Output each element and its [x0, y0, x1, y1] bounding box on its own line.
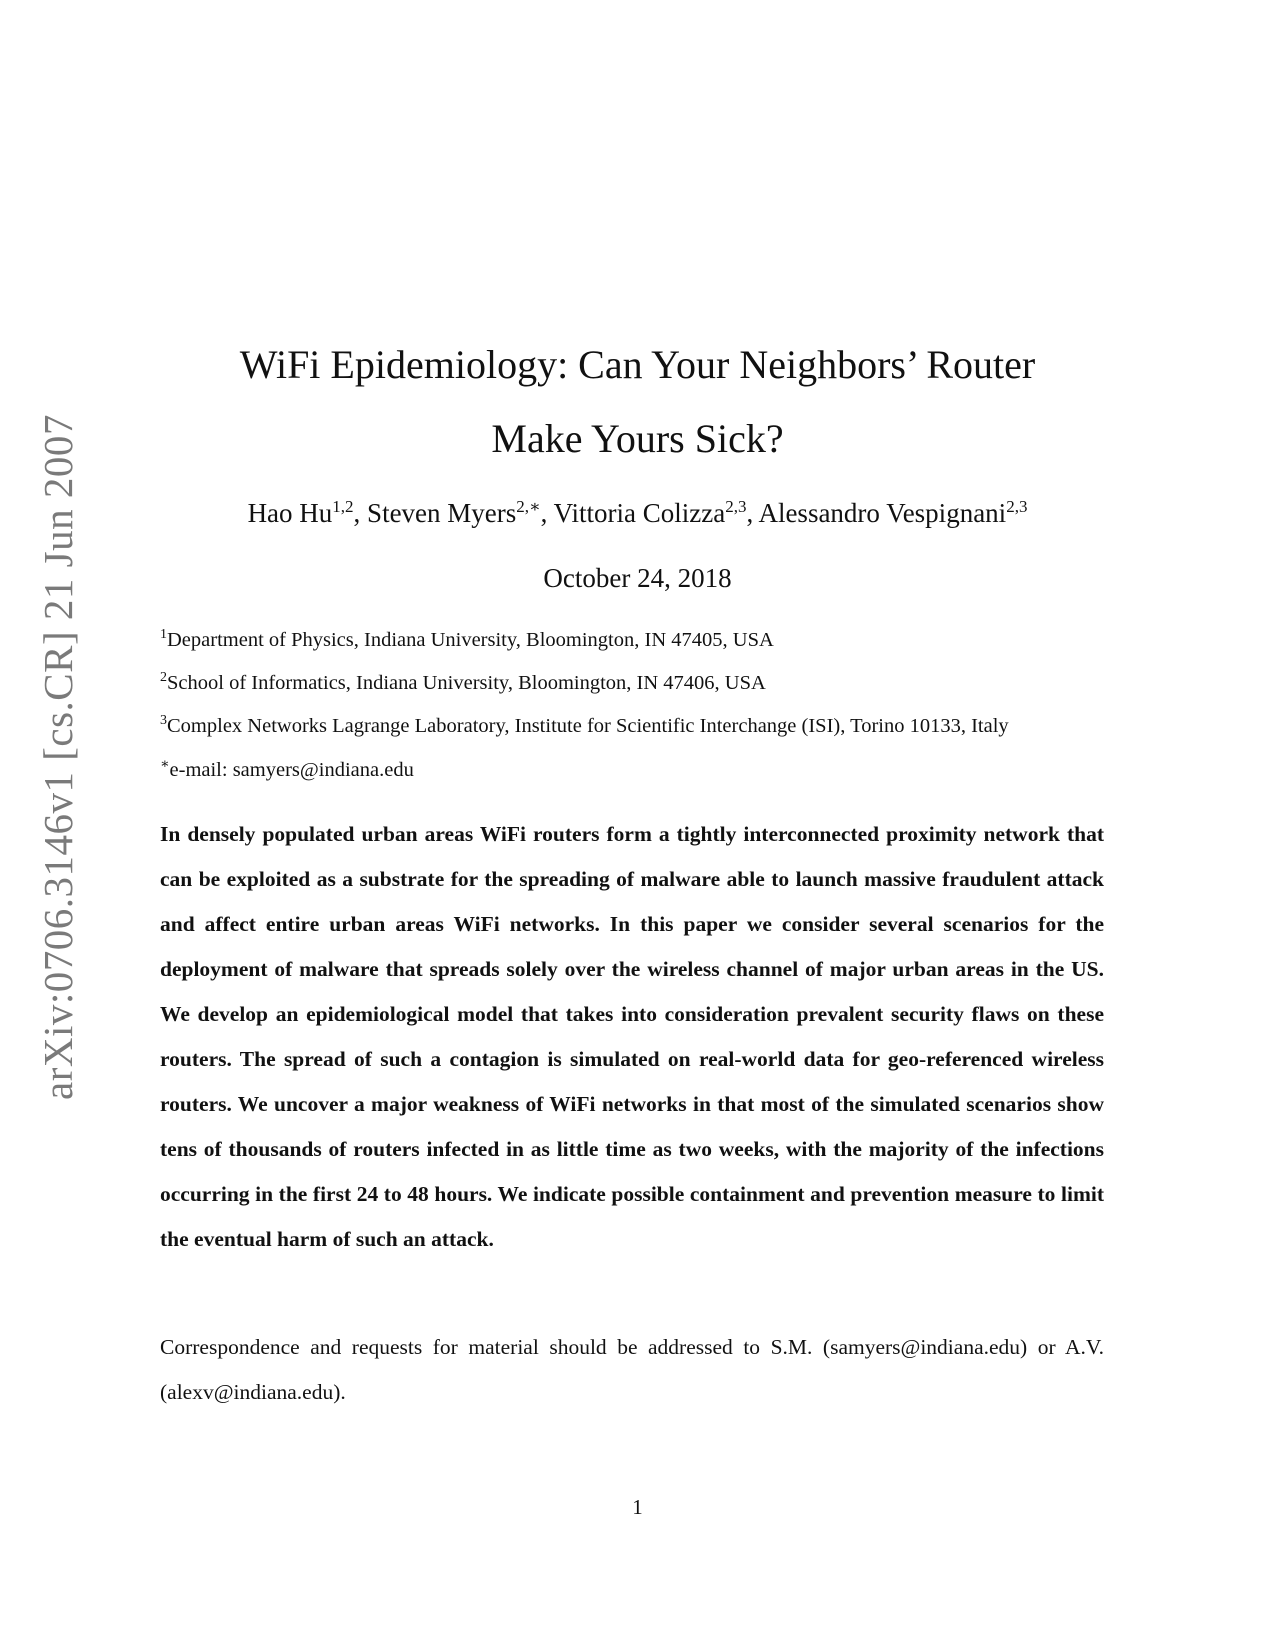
arxiv-stamp: arXiv:0706.3146v1 [cs.CR] 21 Jun 2007	[35, 414, 81, 1100]
author-affiliation-mark: 2,3	[725, 497, 747, 516]
paper-title	[0, 328, 1275, 476]
author-name: Steven Myers	[367, 498, 517, 528]
author-name: Alessandro Vespignani	[758, 498, 1007, 528]
author-list	[0, 497, 1275, 529]
author-affiliation-mark: 2,3	[1006, 497, 1028, 516]
affiliation-text: Complex Networks Lagrange Laboratory, Institute for Scientific Interchange (ISI), Torino 10133, Italy	[167, 714, 1009, 737]
author-separator: ,	[353, 498, 368, 528]
author-separator: ,	[540, 498, 554, 528]
affiliation-text: Department of Physics, Indiana University, Bloomington, IN 47405, USA	[167, 628, 774, 651]
page-number: 1	[632, 1495, 643, 1519]
paper-date: October 24, 2018	[543, 563, 732, 593]
affiliation	[160, 627, 774, 652]
author-affiliation-mark: 1,2	[332, 497, 354, 516]
affiliation-mark: 1	[160, 627, 167, 642]
affiliation-mark: 3	[160, 713, 167, 728]
affiliation-text: School of Informatics, Indiana University, Bloomington, IN 47406, USA	[167, 671, 766, 694]
title-line-2: Make Yours Sick?	[491, 416, 784, 461]
affiliation	[160, 670, 766, 695]
author-name: Vittoria Colizza	[553, 498, 726, 528]
abstract: In densely populated urban areas WiFi routers form a tightly interconnected proximity network that can be exploited as a substrate for the spreading of malware able to launch massive fraudulent attack and affect entire urban areas WiFi networks. In this paper we consider several scenarios for the deployment of malware that spreads solely over the wireless channel of major urban areas in the US. We develop an epidemiological model that takes into consideration prevalent security flaws on these routers. The spread of such a contagion is simulated on real-world data for geo-referenced wireless routers. We uncover a major weakness of WiFi networks in that most of the simulated scenarios show tens of thousands of routers infected in as little time as two weeks, with the majority of the infections occurring in the first 24 to 48 hours. We indicate possible containment and prevention measure to limit the eventual harm of such an attack.	[160, 822, 1104, 1251]
affiliation	[160, 713, 1009, 738]
affiliation-mark: ∗	[160, 757, 170, 772]
affiliation-mark: 2	[160, 670, 167, 685]
contact-email	[160, 756, 414, 782]
author-separator: ,	[746, 498, 759, 528]
correspondence-note: Correspondence and requests for material should be addressed to S.M. (samyers@indiana.edu) or A.V. (alexv@indiana.edu).	[160, 1335, 1104, 1404]
author-affiliation-mark: 2,∗	[516, 497, 541, 516]
author-name: Hao Hu	[247, 498, 333, 528]
affiliation-text: e-mail: samyers@indiana.edu	[169, 758, 414, 781]
title-line-1: WiFi Epidemiology: Can Your Neighbors’ Router	[239, 342, 1036, 387]
